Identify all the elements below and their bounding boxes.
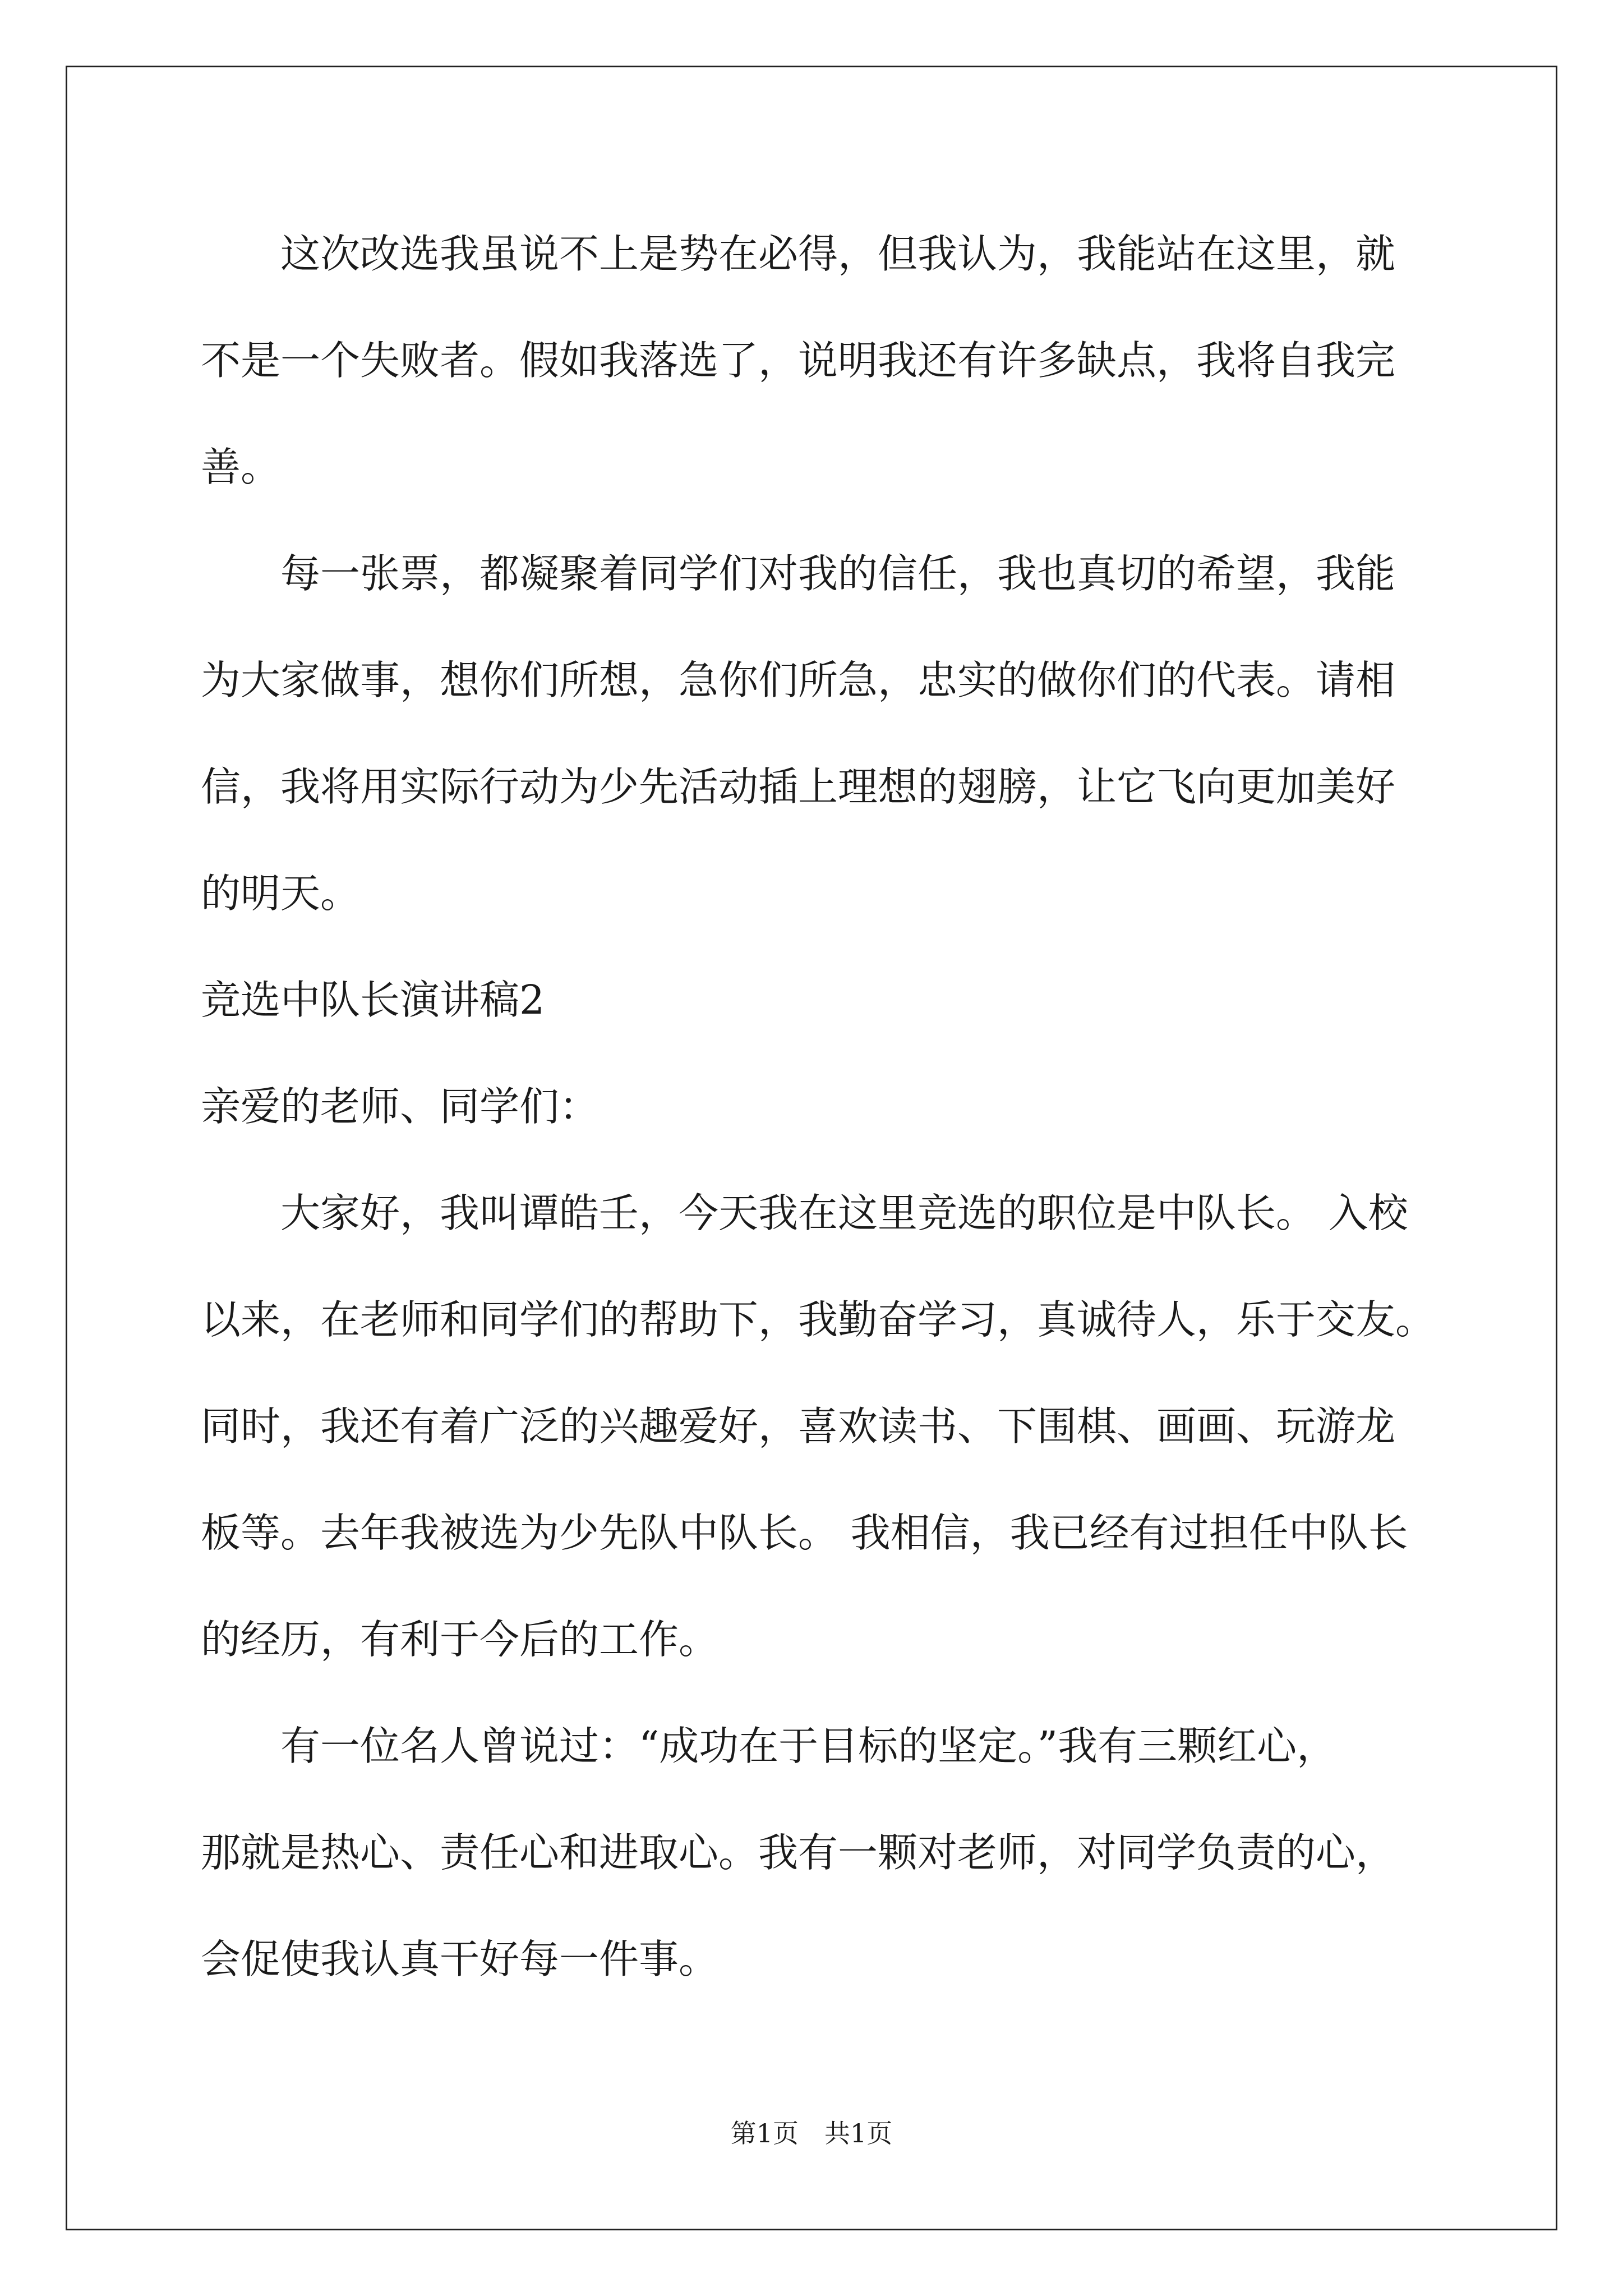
paragraph-line: 以来，在老师和同学们的帮助下，我勤奋学习，真诚待人，乐于交友。 <box>201 1296 1436 1343</box>
paragraph-line: 的经历，有利于今后的工作。 <box>201 1616 719 1663</box>
paragraph-line: 每一张票，都凝聚着同学们对我的信任，我也真切的希望，我能 <box>280 550 1396 597</box>
paragraph-line: 这次改选我虽说不上是势在必得，但我认为，我能站在这里，就 <box>280 231 1396 277</box>
paragraph-line: 那就是热心、责任心和进取心。我有一颗对老师，对同学负责的心， <box>201 1829 1396 1876</box>
paragraph-line: 信，我将用实际行动为少先活动插上理想的翅膀，让它飞向更加美好 <box>201 763 1396 810</box>
paragraph-line: 不是一个失败者。假如我落选了，说明我还有许多缺点，我将自我完 <box>201 337 1396 384</box>
paragraph-line: 板等。去年我被选为少先队中队长。 我相信，我已经有过担任中队长 <box>201 1510 1408 1556</box>
paragraph-line: 为大家做事，想你们所想，急你们所急，忠实的做你们的代表。请相 <box>201 657 1396 703</box>
paragraph-line: 同时，我还有着广泛的兴趣爱好，喜欢读书、下围棋、画画、玩游龙 <box>201 1403 1396 1450</box>
paragraph-line: 大家好，我叫谭皓壬，今天我在这里竞选的职位是中队长。 入校 <box>280 1190 1408 1236</box>
page-number-footer: 第1页 共1页 <box>730 2118 893 2148</box>
salutation: 亲爱的老师、同学们： <box>201 1083 600 1130</box>
section-heading: 竞选中队长演讲稿2 <box>201 977 545 1023</box>
paragraph-line: 善。 <box>201 444 281 490</box>
paragraph-line: 的明天。 <box>201 870 361 917</box>
paragraph-line: 有一位名人曾说过：“成功在于目标的坚定。”我有三颗红心， <box>280 1723 1337 1769</box>
document-body <box>201 212 1468 2024</box>
paragraph-line: 会促使我认真干好每一件事。 <box>201 1936 719 1982</box>
